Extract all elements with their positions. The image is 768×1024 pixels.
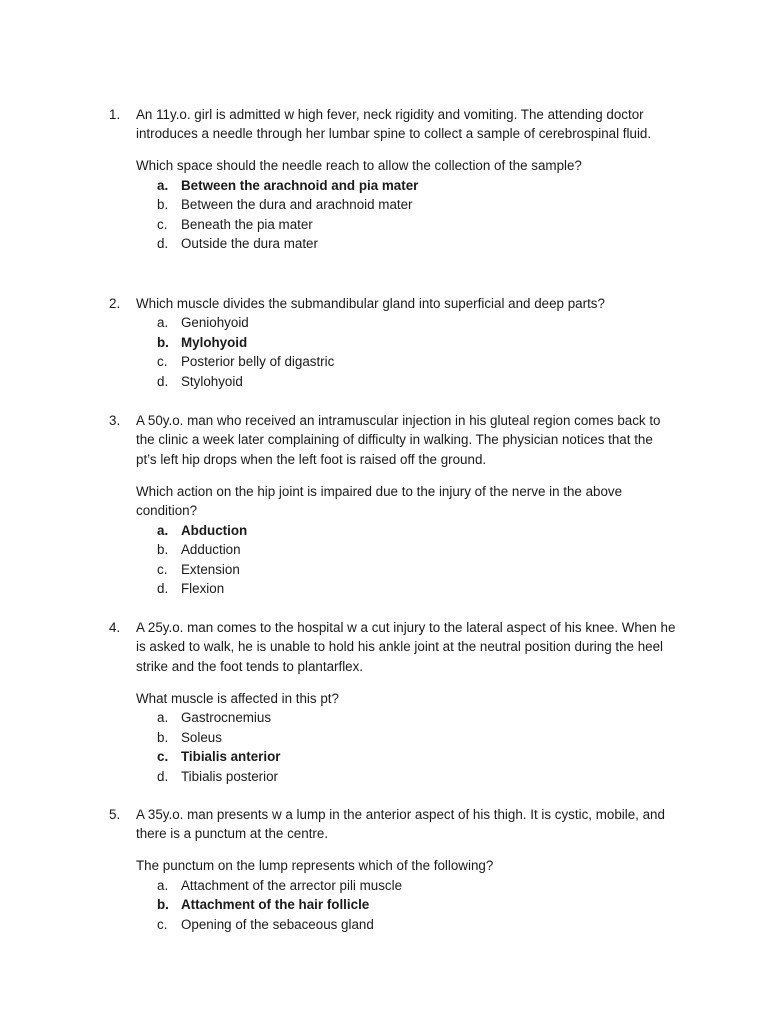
question-2 [0,294,768,391]
option-text: Gastrocnemius [181,710,272,726]
option-letter: a. [157,315,169,331]
option-letter: a. [157,877,169,893]
question-stem-text: An 11y.o. girl is admitted w high fever, neck rigidity and vomiting. The attending doctor introduces a needle through her lumbar spine to collect a sample of cerebrospinal fluid. [136,107,652,142]
option-text: Stylohyoid [181,373,243,389]
option-text: Geniohyoid [181,315,249,331]
answer-option [157,767,768,787]
answer-option [157,708,768,728]
option-text: Attachment of the arrector pili muscle [181,877,403,893]
option-letter: d. [157,236,169,252]
question-number: 1. [109,107,121,122]
question-number: 3. [109,413,121,428]
option-letter: d. [157,373,169,389]
question-number: 4. [109,620,121,635]
option-letter: c. [157,916,168,932]
question-3 [0,411,768,599]
option-letter: b. [157,334,169,350]
option-letter: a. [157,522,169,538]
option-text: Outside the dura mater [181,236,318,252]
option-letter: a. [157,177,169,193]
answer-option [157,352,768,372]
option-text: Adduction [181,542,241,558]
option-text: Tibialis posterior [181,768,278,784]
option-text: Flexion [181,581,225,597]
option-letter: b. [157,729,169,745]
question-1 [0,105,768,254]
option-letter: c. [157,216,168,232]
answer-options [0,521,768,599]
option-text: Between the dura and arachnoid mater [181,197,413,213]
question-stem [109,411,676,469]
answer-options [0,176,768,254]
question-stem [109,105,676,144]
answer-option [157,876,768,896]
question-number: 5. [109,807,121,822]
option-letter: d. [157,768,169,784]
answer-option-correct [157,176,768,196]
answer-option [157,560,768,580]
answer-options [0,876,768,935]
answer-options [0,313,768,391]
answer-option [157,234,768,254]
answer-option [157,540,768,560]
answer-option [157,915,768,935]
option-letter: c. [157,561,168,577]
answer-option-correct [157,521,768,541]
answer-option [157,195,768,215]
answer-option [157,215,768,235]
question-stem-text: A 25y.o. man comes to the hospital w a cut injury to the lateral aspect of his knee. When he is asked to walk, he is unable to hold his ankle joint at the neutral position during the heel strike and the foot tends to plantarflex. [136,620,676,674]
question-prompt: Which space should the needle reach to allow the collection of the sample? [136,158,582,174]
question-number: 2. [109,296,121,311]
option-letter: b. [157,197,169,213]
option-text: Tibialis anterior [181,749,281,765]
question-prompt: Which action on the hip joint is impaired due to the injury of the nerve in the above condition? [136,483,623,519]
option-text: Extension [181,561,240,577]
option-text: Posterior belly of digastric [181,354,335,370]
question-stem-text: A 35y.o. man presents w a lump in the anterior aspect of his thigh. It is cystic, mobile, and there is a punctum at the centre. [136,807,665,842]
answer-option-correct [157,333,768,353]
question-4 [0,618,768,786]
question-stem [109,618,676,676]
answer-option-correct [157,747,768,767]
answer-option [157,728,768,748]
option-text: Between the arachnoid and pia mater [181,177,419,193]
option-text: Abduction [181,522,248,538]
answer-options [0,708,768,786]
answer-option [157,313,768,333]
answer-option [157,579,768,599]
option-text: Soleus [181,729,222,745]
option-letter: d. [157,581,169,597]
answer-option-correct [157,895,768,915]
option-text: Attachment of the hair follicle [181,897,370,913]
option-letter: c. [157,749,169,765]
option-text: Mylohyoid [181,334,248,350]
option-text: Opening of the sebaceous gland [181,916,374,932]
question-stem [109,805,676,844]
option-letter: c. [157,354,168,370]
question-stem-text: A 50y.o. man who received an intramuscular injection in his gluteal region comes back to the clinic a week later complaining of difficulty in walking. The physician notices that the pt’s left hip drops when the left foot is raised off the ground. [136,413,661,467]
option-letter: a. [157,710,169,726]
option-letter: b. [157,897,169,913]
question-5 [0,805,768,934]
option-text: Beneath the pia mater [181,216,313,232]
answer-option [157,372,768,392]
option-letter: b. [157,542,169,558]
question-stem [109,294,676,313]
question-prompt: The punctum on the lump represents which of the following? [136,858,494,874]
question-prompt: What muscle is affected in this pt? [136,690,339,706]
question-stem-text: Which muscle divides the submandibular gland into superficial and deep parts? [136,296,605,311]
